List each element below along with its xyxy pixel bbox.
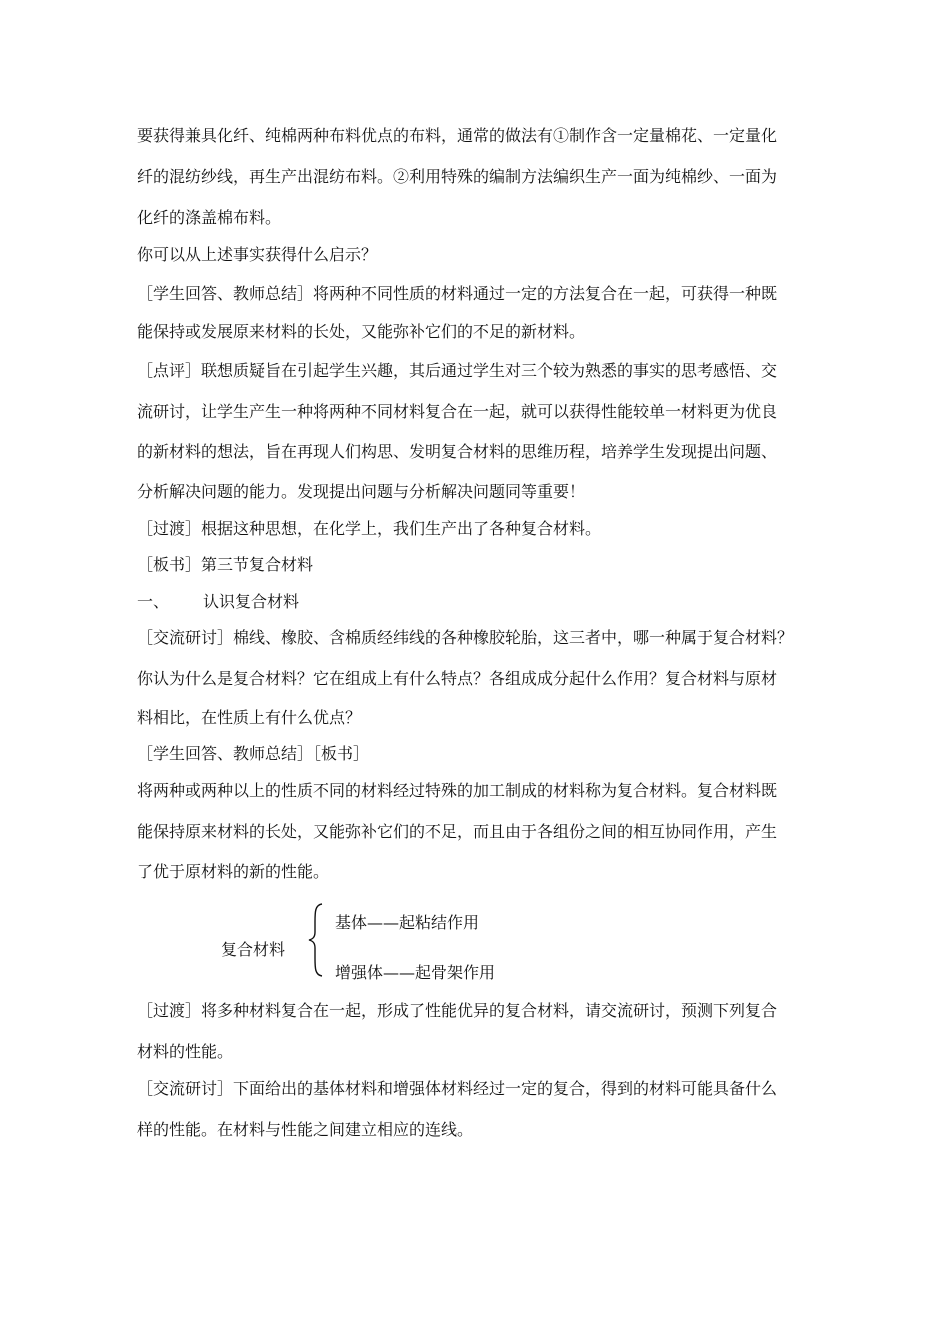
paragraph-line: ［交流研讨］棉线、橡胶、含棉质经纬线的各种橡胶轮胎，这三者中，哪一种属于复合材料？ xyxy=(137,628,794,647)
section-heading xyxy=(137,592,299,612)
section-title: 认识复合材料 xyxy=(203,592,300,611)
paragraph-line: 材料的性能。 xyxy=(137,1042,234,1061)
paragraph-line: 要获得兼具化纤、纯棉两种布料优点的布料，通常的做法有①制作含一定量棉花、一定量化 xyxy=(137,126,778,145)
paragraph-line: ［学生回答、教师总结］将两种不同性质的材料通过一定的方法复合在一起，可获得一种既 xyxy=(137,284,778,303)
question-line: 你可以从上述事实获得什么启示？ xyxy=(137,245,378,264)
paragraph-line: 纤的混纺纱线，再生产出混纺布料。②利用特殊的编制方法编织生产一面为纯棉纱、一面为 xyxy=(137,167,778,186)
paragraph-line: ［点评］联想质疑旨在引起学生兴趣，其后通过学生对三个较为熟悉的事实的思考感悟、交 xyxy=(137,361,778,380)
diagram-root-label: 复合材料 xyxy=(221,940,286,959)
paragraph-line: 分析解决问题的能力。发现提出问题与分析解决问题同等重要！ xyxy=(137,482,586,501)
curly-brace-icon xyxy=(307,902,325,978)
paragraph-line: 料相比，在性质上有什么优点？ xyxy=(137,708,362,727)
transition-line: ［过渡］根据这种思想，在化学上，我们生产出了各种复合材料。 xyxy=(137,519,602,538)
paragraph-line: 了优于原材料的新的性能。 xyxy=(137,862,330,881)
paragraph-line: 能保持原来材料的长处，又能弥补它们的不足，而且由于各组份之间的相互协同作用，产生 xyxy=(137,822,778,841)
paragraph-line: 样的性能。在材料与性能之间建立相应的连线。 xyxy=(137,1120,474,1139)
composite-material-diagram xyxy=(137,900,637,990)
diagram-branch-reinforcement: 增强体——起骨架作用 xyxy=(335,963,496,982)
paragraph-line: 你认为什么是复合材料？它在组成上有什么特点？各组成成分起什么作用？复合材料与原材 xyxy=(137,669,778,688)
paragraph-line: ［学生回答、教师总结］［板书］ xyxy=(137,744,370,763)
paragraph-line: 的新材料的想法，旨在再现人们构思、发明复合材料的思维历程，培养学生发现提出问题、 xyxy=(137,442,778,461)
paragraph-line: 将两种或两种以上的性质不同的材料经过特殊的加工制成的材料称为复合材料。复合材料既 xyxy=(137,781,778,800)
blackboard-line: ［板书］第三节复合材料 xyxy=(137,555,314,574)
paragraph-line: 化纤的涤盖棉布料。 xyxy=(137,208,282,227)
paragraph-line: 流研讨，让学生产生一种将两种不同材料复合在一起，就可以获得性能较单一材料更为优良 xyxy=(137,402,778,421)
paragraph-line: 能保持或发展原来材料的长处，又能弥补它们的不足的新材料。 xyxy=(137,322,586,341)
paragraph-line: ［过渡］将多种材料复合在一起，形成了性能优异的复合材料，请交流研讨，预测下列复合 xyxy=(137,1001,778,1020)
paragraph-line: ［交流研讨］下面给出的基体材料和增强体材料经过一定的复合，得到的材料可能具备什么 xyxy=(137,1079,778,1098)
section-index: 一、 xyxy=(137,592,170,611)
diagram-branch-matrix: 基体——起粘结作用 xyxy=(335,913,480,932)
